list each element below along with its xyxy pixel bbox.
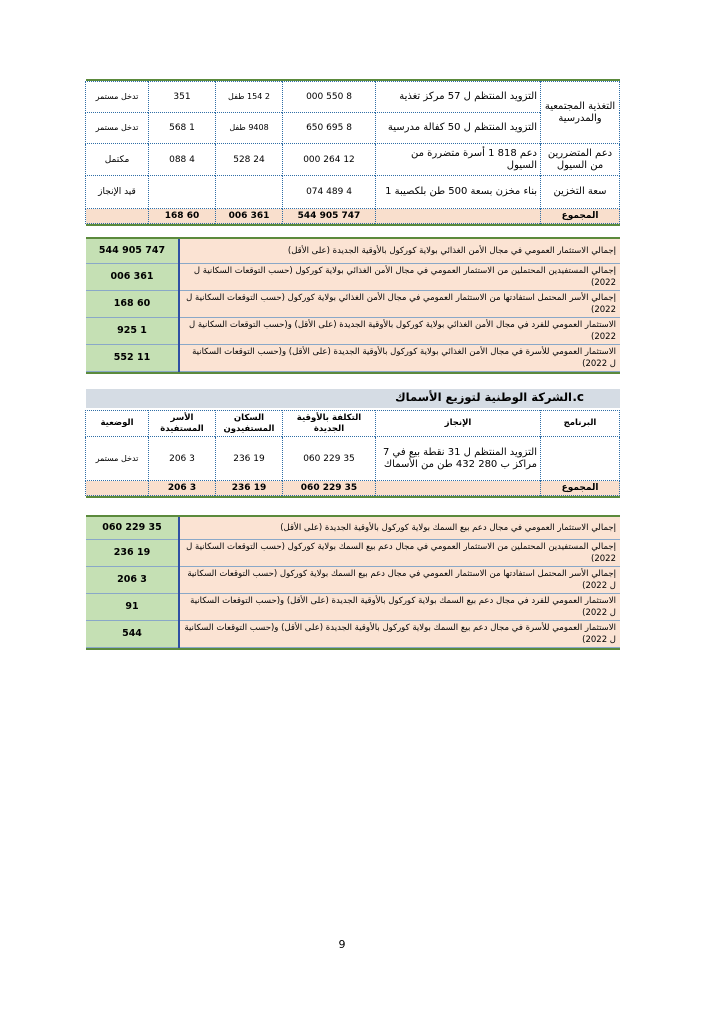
summary-label: الاستثمار العمومي للفرد في مجال الأمن الغذائي بولاية كوركول بالأوقية الجديدة (على الأقل) و(حسب التوقعات السكانية ل 2022)	[179, 317, 620, 344]
summary-label: إجمالي الاستثمار العمومي في مجال دعم بيع السمك بولاية كوركول بالأوقية الجديدة (على الأقل)	[179, 517, 620, 539]
table-header-row	[86, 411, 620, 437]
cost-cell: 8 550 000	[283, 82, 376, 113]
summary-row	[86, 290, 620, 317]
fish-sales-summary	[86, 515, 620, 650]
table-row	[86, 113, 620, 144]
achievement-cell: التزويد المنتظم ل 31 نقطة بيع في 7 مراكز ب 280 432 طن من الأسماك	[376, 437, 541, 481]
summary-row	[86, 239, 620, 263]
cost-cell: 12 264 000	[283, 144, 376, 176]
program-cell: سعة التخزين	[541, 176, 620, 209]
cost-cell: 4 489 074	[283, 176, 376, 209]
total-families: 3 206	[149, 481, 216, 496]
achievement-cell: التزويد المنتظم ل 57 مركز تغذية	[376, 82, 541, 113]
summary-label: إجمالي الأسر المحتمل استفادتها من الاستثمار العمومي في مجال الأمن الغذائي بولاية كوركول (حسب التوقعات السكانية ل 2022)	[179, 290, 620, 317]
total-row	[86, 481, 620, 496]
summary-value: 35 229 060	[86, 517, 179, 539]
summary-value: 60 168	[86, 290, 179, 317]
population-cell: 19 236	[216, 437, 283, 481]
total-label: المجموع	[541, 209, 620, 224]
summary-label: إجمالي الاستثمار العمومي في مجال الأمن الغذائي بولاية كوركول بالأوقية الجديدة (على الأقل)	[179, 239, 620, 263]
table-row	[86, 176, 620, 209]
summary-value: 747 905 544	[86, 239, 179, 263]
header-cost: التكلفة بالأوقية الجديدة	[283, 411, 376, 437]
summary-label: الاستثمار العمومي للأسرة في مجال دعم بيع السمك بولاية كوركول بالأوقية الجديدة (على الأقل) و(حسب التوقعات السكانية ل 2022)	[179, 620, 620, 647]
total-population: 19 236	[216, 481, 283, 496]
header-program: البرنامج	[541, 411, 620, 437]
table-row	[86, 82, 620, 113]
header-achievement: الإنجاز	[376, 411, 541, 437]
table-row	[86, 144, 620, 176]
summary-row	[86, 344, 620, 371]
total-cost: 35 229 060	[283, 481, 376, 496]
families-cell: 351	[149, 82, 216, 113]
population-cell	[216, 176, 283, 209]
status-cell: قيد الإنجاز	[86, 176, 149, 209]
status-cell: مكتمل	[86, 144, 149, 176]
total-families: 60 168	[149, 209, 216, 224]
total-population: 361 006	[216, 209, 283, 224]
summary-row	[86, 539, 620, 566]
summary-label: إجمالي المستفيدين المحتملين من الاستثمار العمومي في مجال دعم بيع السمك بولاية كوركول (حسب التوقعات السكانية ل 2022)	[179, 539, 620, 566]
total-row	[86, 209, 620, 224]
summary-value: 544	[86, 620, 179, 647]
cost-cell: 35 229 060	[283, 437, 376, 481]
summary-label: إجمالي الأسر المحتمل استفادتها من الاستثمار العمومي في مجال دعم بيع السمك بولاية كوركول (حسب التوقعات السكانية ل 2022)	[179, 566, 620, 593]
table-row	[86, 437, 620, 481]
cost-cell: 8 695 650	[283, 113, 376, 144]
food-security-table	[86, 79, 620, 226]
summary-value: 11 552	[86, 344, 179, 371]
summary-value: 361 006	[86, 263, 179, 290]
summary-row	[86, 263, 620, 290]
section-letter: c.	[572, 390, 584, 404]
summary-value: 19 236	[86, 539, 179, 566]
population-cell: 24 528	[216, 144, 283, 176]
header-families: الأسر المستفيدة	[149, 411, 216, 437]
families-cell: 4 088	[149, 144, 216, 176]
status-cell: تدخل مستمر	[86, 82, 149, 113]
summary-row	[86, 517, 620, 539]
summary-label: الاستثمار العمومي للفرد في مجال دعم بيع السمك بولاية كوركول بالأوقية الجديدة (على الأقل) و(حسب التوقعات السكانية ل 2022)	[179, 593, 620, 620]
achievement-cell: دعم 818 1 أسرة متضررة من السيول	[376, 144, 541, 176]
families-cell: 3 206	[149, 437, 216, 481]
fish-distribution-table	[86, 410, 620, 498]
summary-row	[86, 317, 620, 344]
program-cell: دعم المتضررين من السيول	[541, 144, 620, 176]
section-title: الشركة الوطنية لتوزيع الأسماك	[395, 390, 572, 404]
achievement-cell: بناء مخزن بسعة 500 طن بلكصيبة 1	[376, 176, 541, 209]
summary-label: إجمالي المستفيدين المحتملين من الاستثمار العمومي في مجال الأمن الغذائي بولاية كوركول (حسب التوقعات السكانية ل 2022)	[179, 263, 620, 290]
program-cell: التغذية المجتمعية والمدرسية	[541, 82, 620, 144]
summary-value: 3 206	[86, 566, 179, 593]
total-cost: 747 905 544	[283, 209, 376, 224]
program-cell	[541, 437, 620, 481]
families-cell	[149, 176, 216, 209]
status-cell: تدخل مستمر	[86, 113, 149, 144]
header-status: الوضعية	[86, 411, 149, 437]
population-cell: 2 154 طفل	[216, 82, 283, 113]
page-number: 9	[338, 938, 346, 951]
summary-label: الاستثمار العمومي للأسرة في مجال الأمن الغذائي بولاية كوركول بالأوقية الجديدة (على الأقل) و(حسب التوقعات السكانية ل 2022)	[179, 344, 620, 371]
summary-value: 91	[86, 593, 179, 620]
summary-row	[86, 620, 620, 647]
population-cell: 9408 طفل	[216, 113, 283, 144]
achievement-cell: التزويد المنتظم ل 50 كفالة مدرسية	[376, 113, 541, 144]
summary-row	[86, 566, 620, 593]
summary-value: 1 925	[86, 317, 179, 344]
families-cell: 1 568	[149, 113, 216, 144]
summary-row	[86, 593, 620, 620]
header-population: السكان المستفيدون	[216, 411, 283, 437]
section-c-heading	[86, 389, 620, 408]
status-cell: تدخل مستمر	[86, 437, 149, 481]
total-label: المجموع	[541, 481, 620, 496]
food-security-summary	[86, 237, 620, 374]
